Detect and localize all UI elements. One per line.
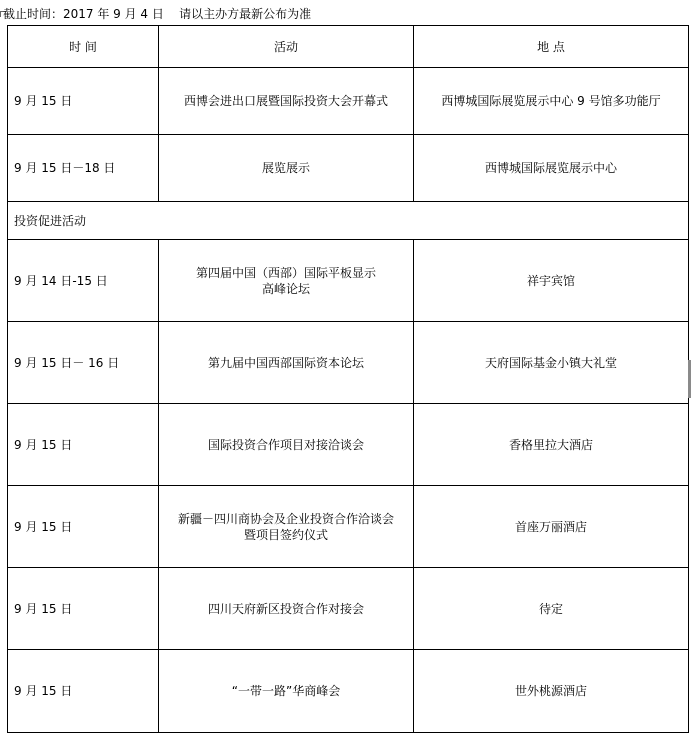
activity-cell: 第九届中国西部国际资本论坛: [159, 322, 414, 404]
place-cell: 世外桃源酒店: [414, 650, 689, 733]
activity-cell: 西博会进出口展暨国际投资大会开幕式: [159, 68, 414, 135]
activity-cell: “一带一路”华商峰会: [159, 650, 414, 733]
place-cell: 祥宇宾馆: [414, 240, 689, 322]
time-cell: 9 月 15 日－ 16 日: [8, 322, 159, 404]
scrollbar-marker: [688, 360, 691, 398]
schedule-table: [7, 25, 689, 733]
activity-line: 第四届中国（西部）国际平板显示: [195, 265, 376, 280]
section-row: [8, 202, 689, 240]
place-cell: 香格里拉大酒店: [414, 404, 689, 486]
activity-line: 暨项目签约仪式: [243, 527, 328, 542]
place-cell: 待定: [414, 568, 689, 650]
table-row: [8, 486, 689, 568]
activity-cell: [159, 240, 414, 322]
activity-cell: [159, 486, 414, 568]
header-place: 地 点: [414, 26, 689, 68]
place-cell: 西博城国际展览展示中心: [414, 135, 689, 202]
place-cell: 西博城国际展览展示中心 9 号馆多功能厅: [414, 68, 689, 135]
table-row: [8, 404, 689, 486]
table-row: [8, 68, 689, 135]
table-row: [8, 135, 689, 202]
place-cell: 首座万丽酒店: [414, 486, 689, 568]
table-row: [8, 322, 689, 404]
activity-cell: 四川天府新区投资合作对接会: [159, 568, 414, 650]
table-row: [8, 240, 689, 322]
activity-line: 高峰论坛: [261, 281, 310, 296]
header-row: [8, 26, 689, 68]
header-time: 时 间: [8, 26, 159, 68]
time-cell: 9 月 15 日: [8, 568, 159, 650]
table-row: [8, 650, 689, 733]
activity-cell: 国际投资合作项目对接洽谈会: [159, 404, 414, 486]
header-activity: 活动: [159, 26, 414, 68]
section-label: 投资促进活动: [8, 202, 689, 240]
table-row: [8, 568, 689, 650]
activity-cell: 展览展示: [159, 135, 414, 202]
time-cell: 9 月 15 日: [8, 486, 159, 568]
deadline-note: 截止时间：2017 年 9 月 4 日 请以主办方最新公布为准: [3, 7, 312, 21]
activity-line: 新疆－四川商协会及企业投资合作洽谈会: [177, 511, 394, 526]
place-cell: 天府国际基金小镇大礼堂: [414, 322, 689, 404]
time-cell: 9 月 15 日: [8, 650, 159, 733]
time-cell: 9 月 15 日－18 日: [8, 135, 159, 202]
time-cell: 9 月 15 日: [8, 68, 159, 135]
time-cell: 9 月 14 日-15 日: [8, 240, 159, 322]
time-cell: 9 月 15 日: [8, 404, 159, 486]
